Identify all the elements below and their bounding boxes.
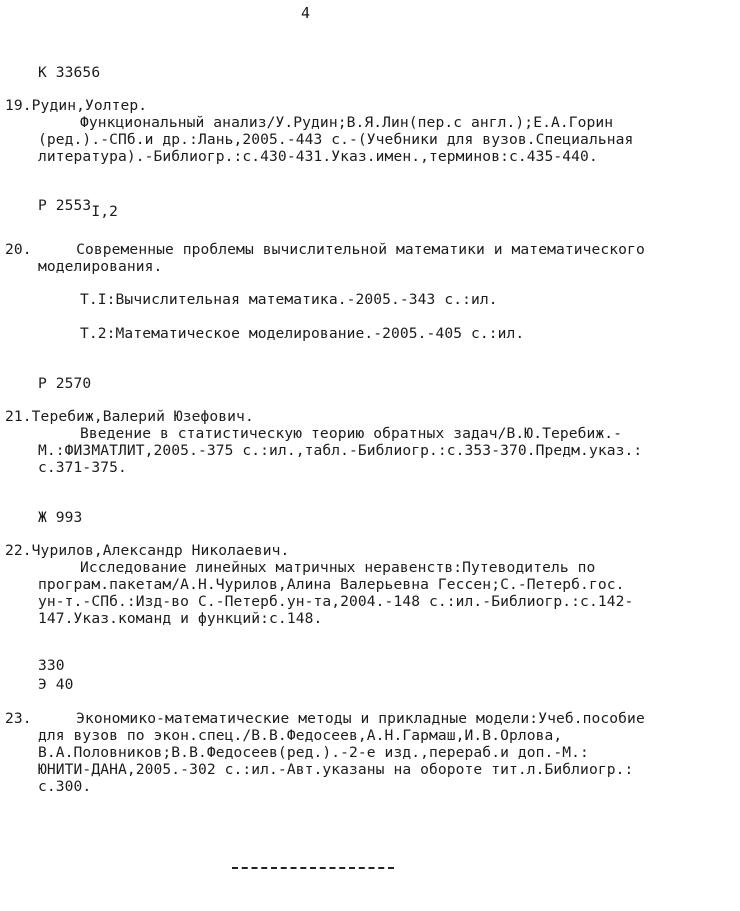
shelfmark: 330 (38, 657, 65, 674)
shelfmark-author-mark: Э 40 (38, 676, 74, 693)
shelfmark-main: Р 2553 (38, 197, 92, 214)
entry-number: 21. (5, 408, 32, 425)
entry-body-line: ун-т.-СПб.:Изд-во С.-Петерб.ун-та,2004.-148 с.:ил.-Библиогр.:с.142- (38, 593, 634, 610)
entry-heading (5, 542, 289, 559)
entry-body-line: М.:ФИЗМАТЛИТ,2005.-375 с.:ил.,табл.-Библиогр.:с.353-370.Предм.указ.: (38, 442, 643, 459)
entry-body-line: (ред.).-СПб.и др.:Лань,2005.-443 с.-(Учебники для вузов.Специальная (38, 131, 634, 148)
entry-author: Чурилов,Александр Николаевич. (31, 542, 290, 559)
shelfmark: Ж 993 (38, 509, 83, 526)
entry-body-line: для вузов по экон.спец./В.В.Федосеев,А.Н.Гармаш,И.В.Орлова, (38, 727, 563, 744)
entry-heading (5, 710, 645, 727)
entry-title: Современные проблемы вычислительной математики и математического (76, 241, 645, 258)
shelfmark (38, 197, 118, 220)
end-of-list-divider (232, 867, 394, 869)
page-number: 4 (301, 4, 311, 22)
entry-body-line: Исследование линейных матричных неравенств:Путеводитель по (80, 559, 596, 576)
entry-number: 19. (5, 97, 32, 114)
entry-body-line: Функциональный анализ/У.Рудин;В.Я.Лин(пер.с англ.);Е.А.Горин (80, 114, 614, 131)
entry-body-line: с.300. (38, 778, 92, 795)
entry-author: Теребиж,Валерий Юзефович. (31, 408, 254, 425)
entry-body-line: Введение в статистическую теорию обратных задач/В.Ю.Теребиж.- (80, 425, 623, 442)
entry-body-line: с.371-375. (38, 459, 127, 476)
entry-author: Рудин,Уолтер. (31, 97, 148, 114)
entry-body-line: 147.Указ.команд и функций:с.148. (38, 610, 323, 627)
entry-body-line: В.А.Половников;В.В.Федосеев(ред.).-2-е изд.,перераб.и доп.-М.: (38, 744, 589, 761)
shelfmark: К 33656 (38, 64, 101, 81)
volume-line: Т.I:Вычислительная математика.-2005.-343 с.:ил. (80, 291, 498, 308)
entry-title-continued: моделирования. (38, 258, 163, 275)
entry-heading (5, 408, 254, 425)
entry-body-line: ЮНИТИ-ДАНА,2005.-302 с.:ил.-Авт.указаны на обороте тит.л.Библиогр.: (38, 761, 634, 778)
entry-title: Экономико-математические методы и прикладные модели:Учеб.пособие (76, 710, 645, 727)
volume-line: Т.2:Математическое моделирование.-2005.-405 с.:ил. (80, 325, 525, 342)
entry-number: 23. (5, 710, 32, 727)
entry-body-line: литература).-Библиогр.:с.430-431.Указ.имен.,терминов:с.435-440. (38, 148, 598, 165)
entry-heading (5, 241, 645, 258)
entry-number: 20. (5, 241, 32, 258)
shelfmark: Р 2570 (38, 375, 92, 392)
entry-heading (5, 97, 147, 114)
shelfmark-volumes: I,2 (91, 203, 118, 220)
entry-number: 22. (5, 542, 32, 559)
entry-body-line: програм.пакетам/А.Н.Чурилов,Алина Валерьевна Гессен;С.-Петерб.гос. (38, 576, 625, 593)
